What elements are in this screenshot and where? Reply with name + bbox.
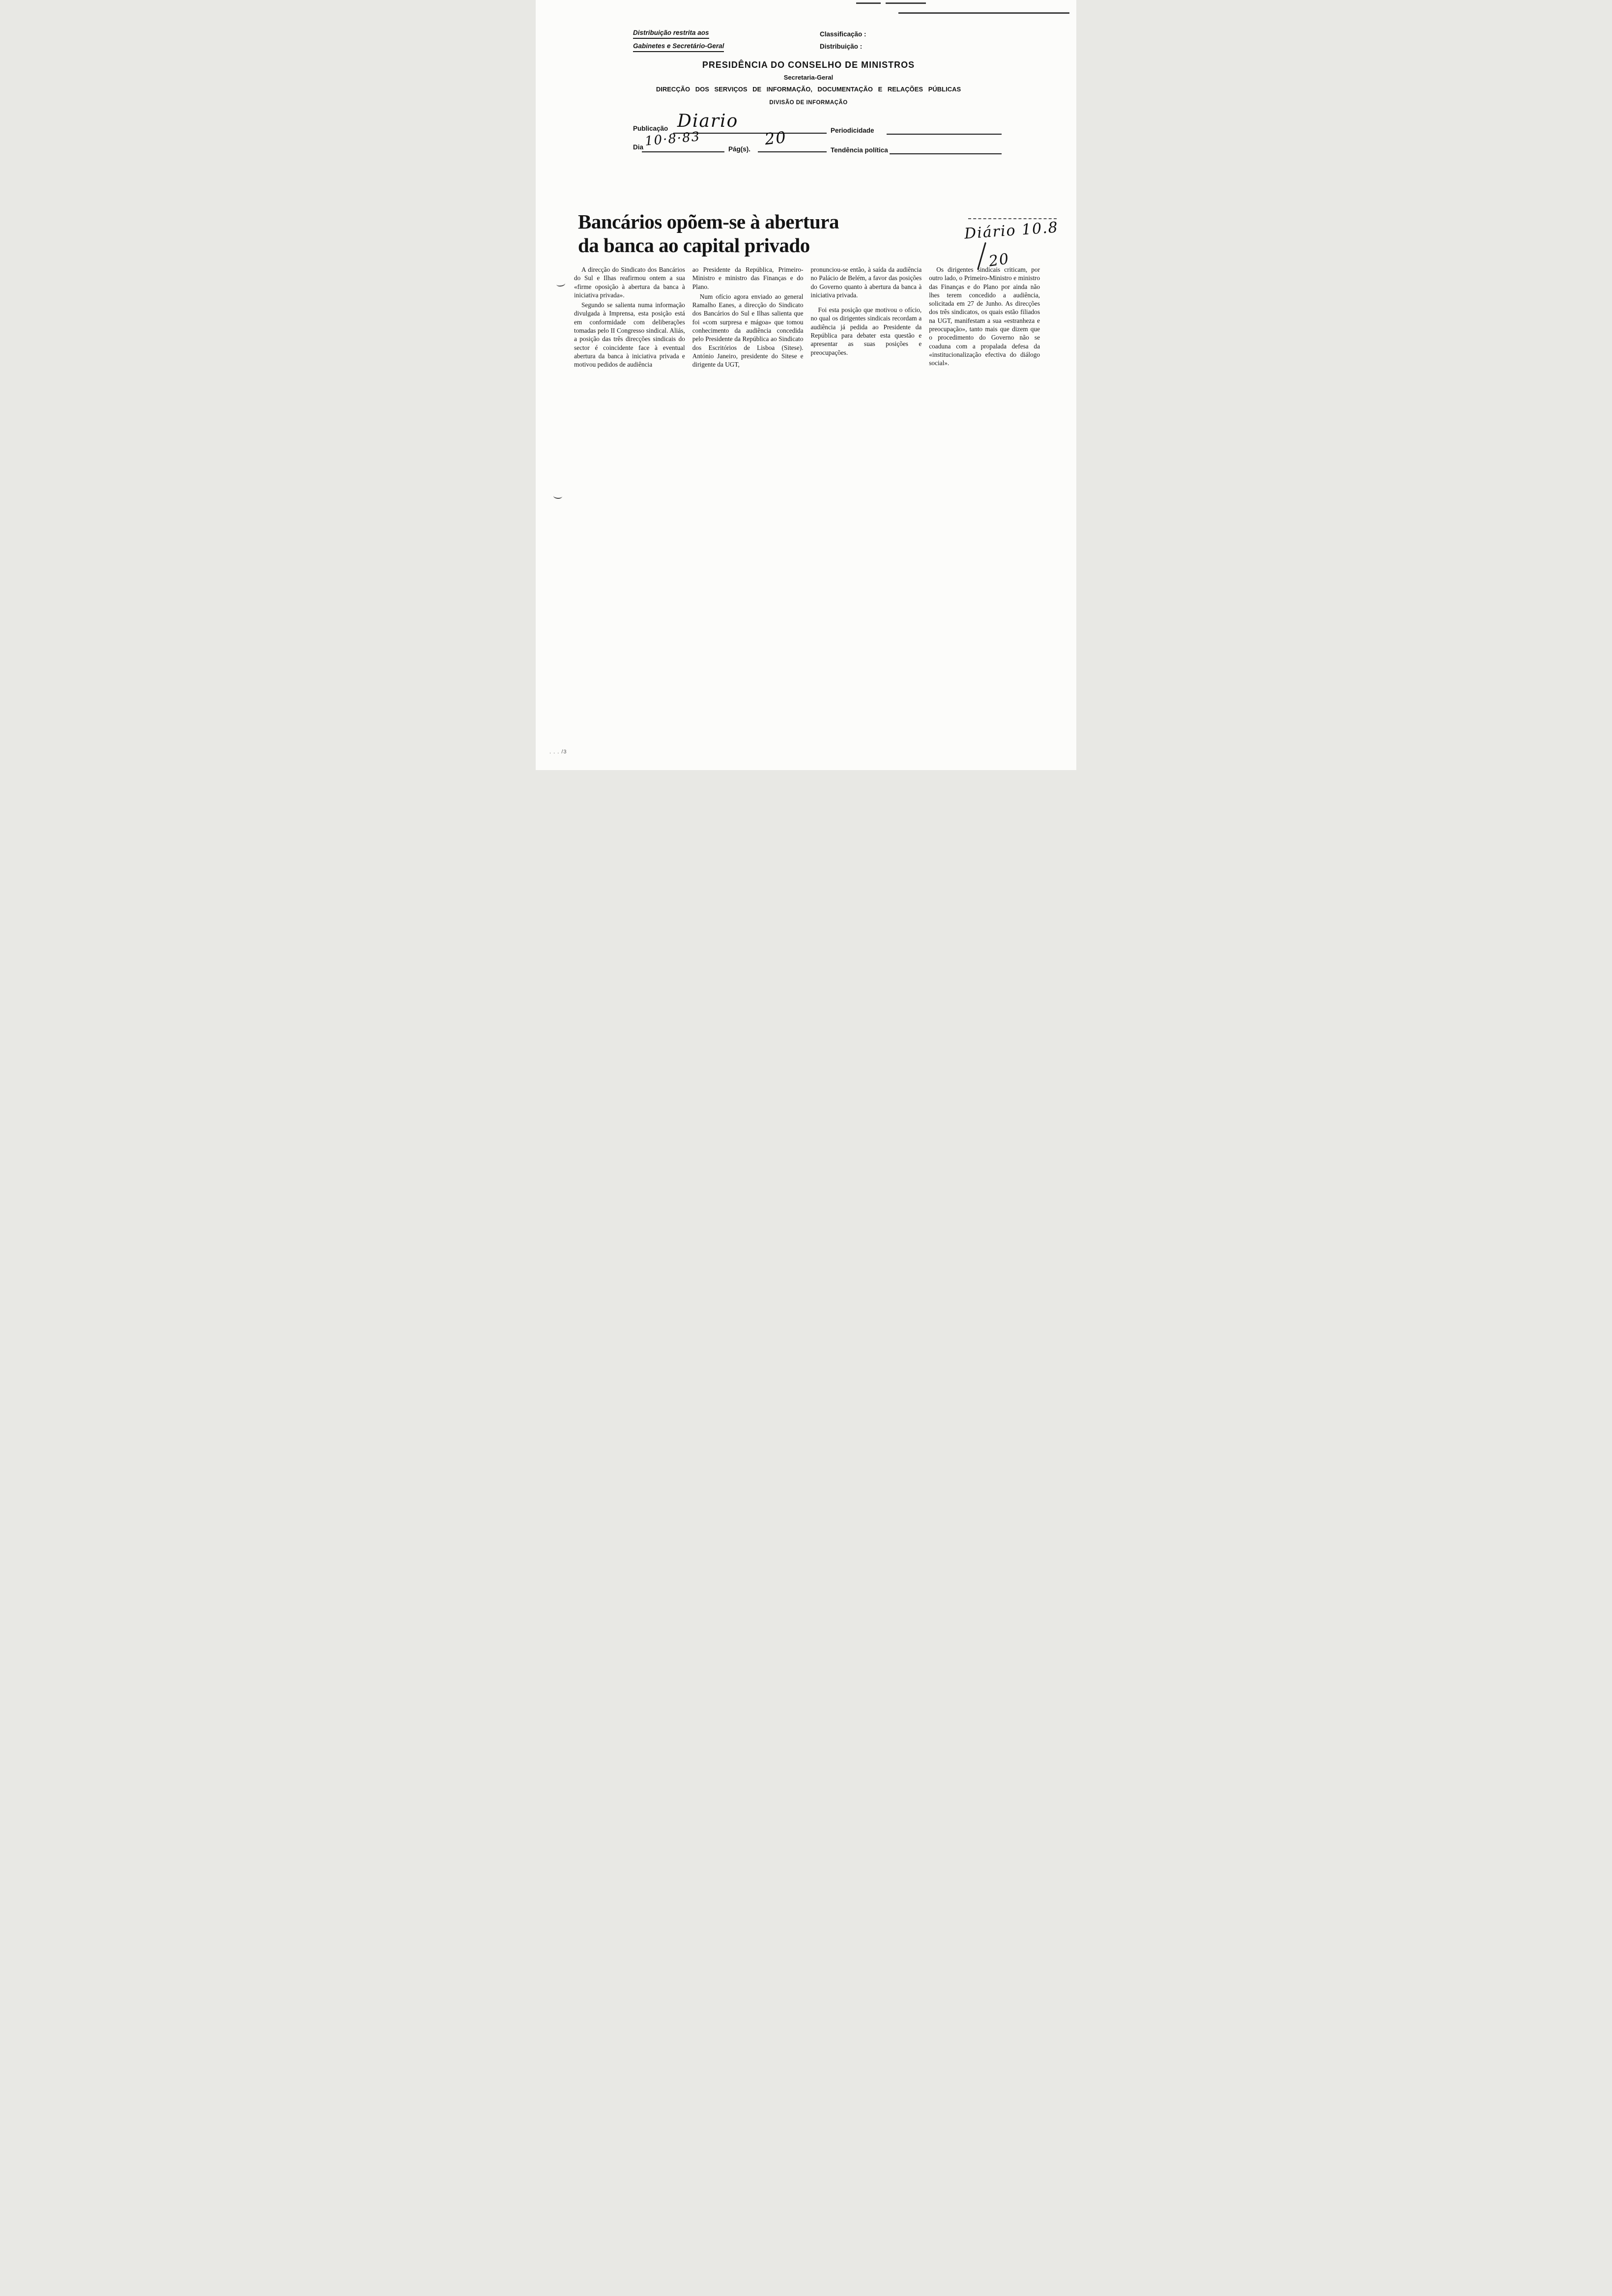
day-handwritten-value: 10·8·83 [644,129,701,149]
paragraph: Os dirigentes sindicais criticam, por outro lado, o Primeiro-Ministro e ministro das Finanças e do Plano por ainda não lhes terem concedido a audiência, solicitada em 27 de Junho. As direcções dos três sindicatos, os quais estão filiados na UGT, manifestam a sua «estranheza e preocupação», tanto mais que dizem que o procedimento do Governo não se coaduna com a propalada defesa da «institucionalização efectiva do diálogo social». [929,266,1040,367]
restricted-note-line1: Distribuição restrita aos [633,29,709,39]
article-column-3 [811,265,922,370]
article-headline [578,210,932,258]
article-column-2 [692,265,804,370]
classification-block [820,30,866,55]
scan-artifact-line [898,12,1069,14]
periodicity-field-line [887,134,1002,135]
scan-artifact-dash [886,2,926,4]
headline-line1: Bancários opõem-se à abertura [578,210,839,233]
restricted-distribution-note [633,29,724,55]
letterhead [604,60,1012,106]
day-field-line [642,151,724,152]
day-label: Dia [633,144,644,151]
scan-artifact-dash [856,2,881,4]
pages-label: Pág(s). [728,145,751,153]
org-title: PRESIDÊNCIA DO CONSELHO DE MINISTROS [702,60,915,70]
department-line: DIRECÇÃO DOS SERVIÇOS DE INFORMAÇÃO, DOCUMENTAÇÃO E RELAÇÕES PÚBLICAS [656,86,961,93]
paragraph: A direcção do Sindicato dos Bancários do Sul e Ilhas reafirmou ontem a sua «firme oposição à abertura da banca à iniciativa privada». [574,266,685,299]
classification-label: Classificação : [820,30,866,38]
publication-handwritten-value: Diario [677,111,739,131]
division-line: DIVISÃO DE INFORMAÇÃO [769,100,848,106]
paragraph: Segundo se salienta numa informação divulgada à Imprensa, esta posição está em conformidade com deliberações tomadas pelo II Congresso sindical. Aliás, a posição das três direcções sindicais do sector é coincidente face à eventual abertura da banca à iniciativa privada e motivou pedidos de audiência [574,301,685,369]
distribution-label: Distribuição : [820,43,863,50]
pages-handwritten-value: 20 [764,127,788,149]
headline-annotation-publication: Diário 10.8 [964,219,1059,243]
scanned-press-clipping-page [536,0,1076,770]
publication-label: Publicação [633,125,668,132]
scan-artifact-mark [556,281,565,287]
annotation-dashed-line [968,218,1057,219]
paragraph: Num ofício agora enviado ao general Ramalho Eanes, a direcção do Sindicato dos Bancários do Sul e Ilhas salienta que foi «com surpresa e mágoa» que tomou conhecimento da audiência concedida pelo Presidente da República ao Sindicato dos Escritórios de Lisboa (Sitese). António Janeiro, presidente do Sitese e dirigente da UGT, [692,292,804,369]
pages-field-line [758,151,827,152]
paragraph: pronunciou-se então, à saída da audiência no Palácio de Belém, a favor das posições do Governo quanto à abertura da banca à iniciativa privada. [810,266,922,299]
article-column-1 [574,265,685,370]
restricted-note-line2: Gabinetes e Secretário-Geral [633,42,724,52]
paragraph: Foi esta posição que motivou o ofício, no qual os dirigentes sindicais recordam a audiência já pedida ao Presidente da República para debater esta questão e apresentar as suas posições e preocupações. [810,306,922,356]
paragraph: ao Presidente da República, Primeiro-Ministro e ministro das Finanças e do Plano. [692,266,804,290]
article-body [574,265,1040,370]
footer-page-mark: . . . /3 [549,749,567,755]
tendency-field-line [890,153,1002,154]
scan-artifact-mark [553,493,563,499]
headline-annotation-page: 20 [987,250,1011,270]
article-column-4 [929,265,1040,370]
org-subtitle: Secretaria-Geral [783,74,834,81]
periodicity-label: Periodicidade [831,127,874,134]
tendency-label: Tendência política [831,146,888,154]
headline-line2: da banca ao capital privado [578,233,810,257]
